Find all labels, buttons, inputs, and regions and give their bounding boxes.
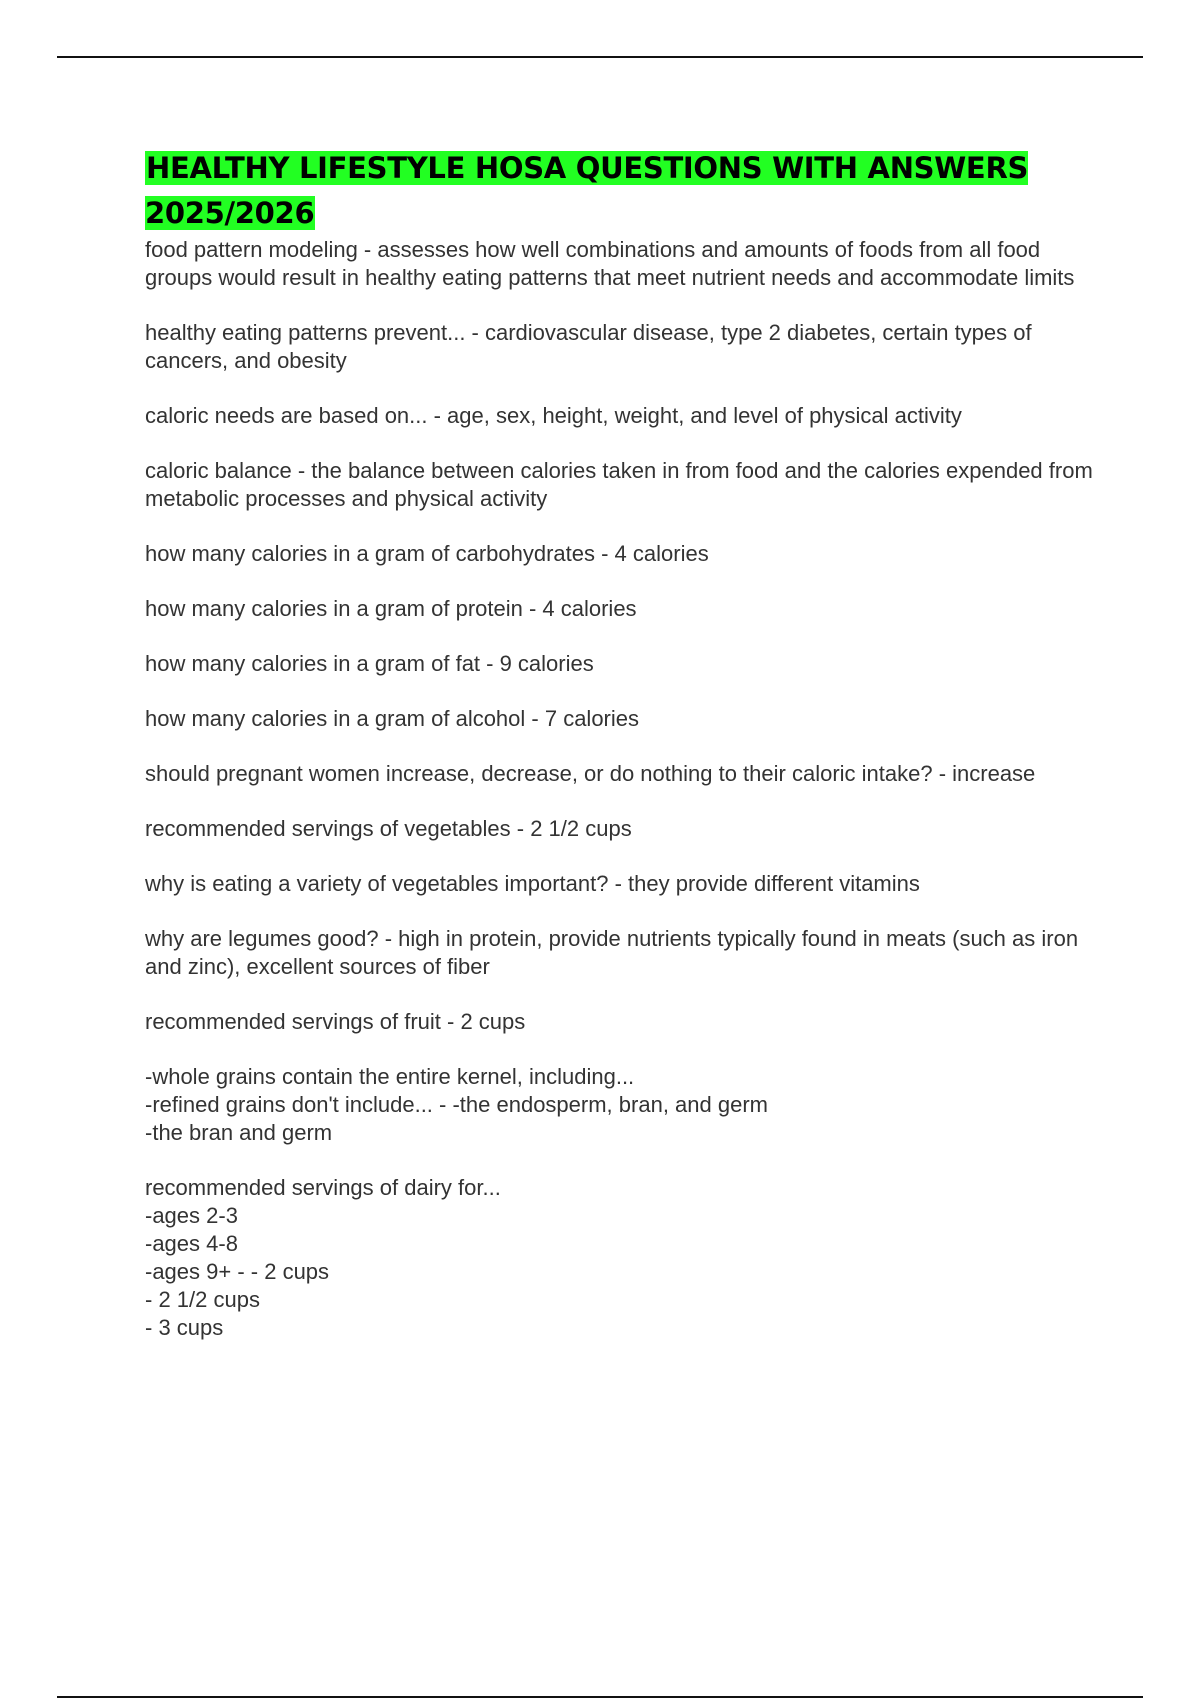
qa-entry: -whole grains contain the entire kernel, including... -refined grains don't include... - -the endosperm, bran, and germ -the bran and germ [145,1064,768,1145]
qa-entry: caloric needs are based on... - age, sex, height, weight, and level of physical activity [145,403,962,428]
qa-entry: how many calories in a gram of alcohol - 7 calories [145,706,640,731]
qa-entry: food pattern modeling - assesses how well combinations and amounts of foods from all food groups would result in healthy eating patterns that meet nutrient needs and accommodate limits [145,237,1075,290]
qa-entry: caloric balance - the balance between calories taken in from food and the calories expended from metabolic processes and physical activity [145,458,1093,511]
qa-entry: recommended servings of vegetables - 2 1/2 cups [145,816,632,841]
qa-entry: why is eating a variety of vegetables important? - they provide different vitamins [145,871,920,896]
qa-entry: how many calories in a gram of fat - 9 calories [145,651,594,676]
qa-entry: how many calories in a gram of protein - 4 calories [145,596,637,621]
bottom-divider [57,1696,1143,1698]
qa-entry: how many calories in a gram of carbohydrates - 4 calories [145,541,709,566]
document-title [145,146,1095,236]
qa-entry: healthy eating patterns prevent... - cardiovascular disease, type 2 diabetes, certain types of cancers, and obesity [145,320,1032,373]
qa-entry: should pregnant women increase, decrease, or do nothing to their caloric intake? - increase [145,761,1036,786]
qa-entry: recommended servings of fruit - 2 cups [145,1009,526,1034]
top-divider [57,56,1143,58]
document-body [145,146,1095,1369]
qa-entry: why are legumes good? - high in protein, provide nutrients typically found in meats (such as iron and zinc), excellent sources of fiber [145,926,1079,979]
title-highlight: HEALTHY LIFESTYLE HOSA QUESTIONS WITH ANSWERS 2025/2026 [145,151,1029,230]
qa-entry: recommended servings of dairy for... -ages 2-3 -ages 4-8 -ages 9+ - - 2 cups - 2 1/2 cups - 3 cups [145,1175,501,1340]
qa-list [145,236,1095,1342]
